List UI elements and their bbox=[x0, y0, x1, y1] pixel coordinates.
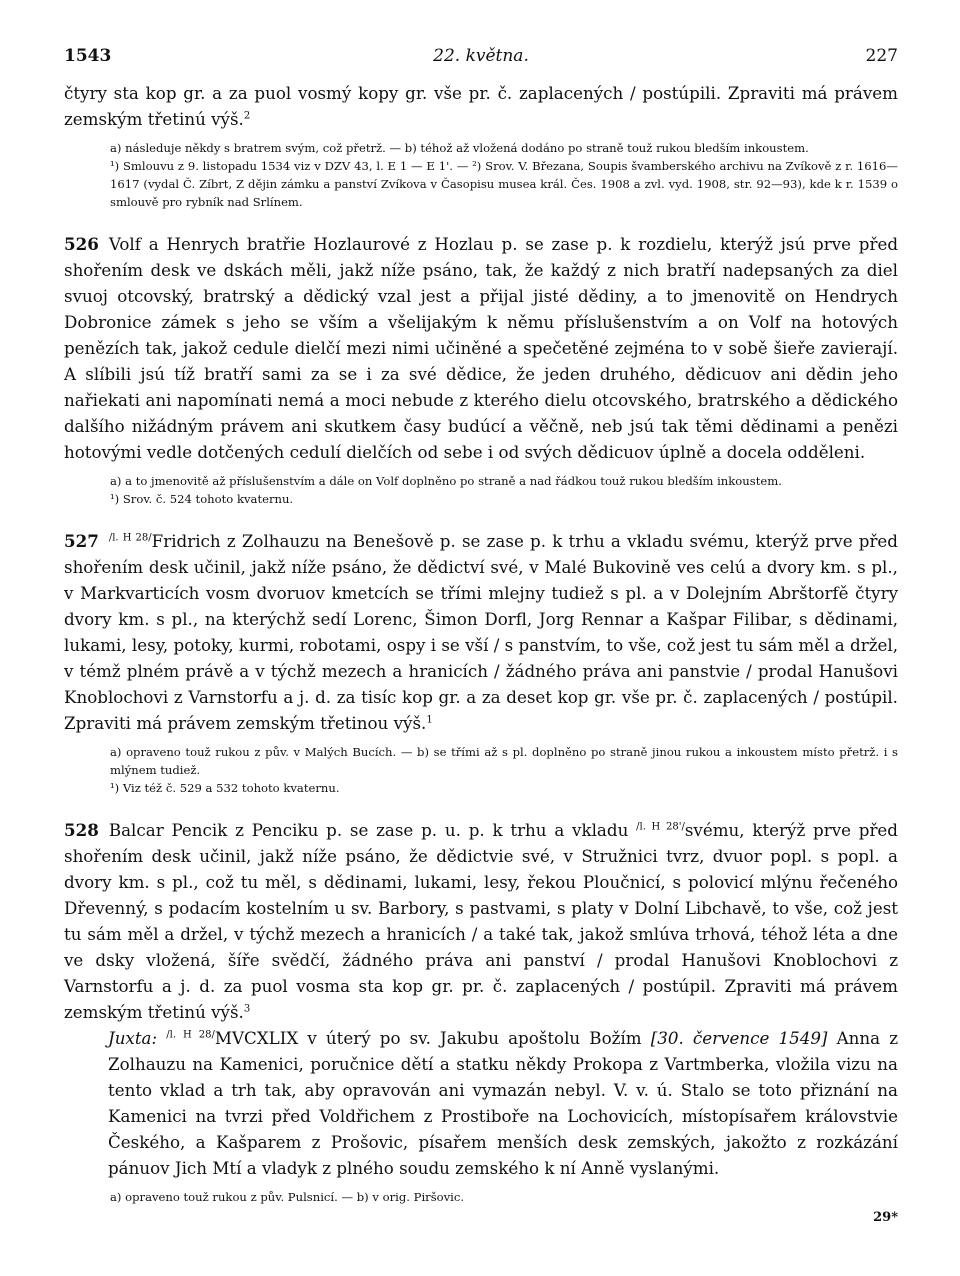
page-header bbox=[64, 46, 898, 80]
folio-marker: /l. H 28'/ bbox=[636, 821, 685, 833]
entry-number: 527 bbox=[64, 531, 99, 551]
entry-528-note-a: a) opraveno touž rukou z pův. Pulsnicí. — b) v orig. Piršovic. bbox=[110, 1190, 465, 1204]
entry-526-note-1: ¹) Srov. č. 524 tohoto kvaternu. bbox=[110, 492, 294, 506]
folio-marker: /l. H 28/ bbox=[166, 1029, 215, 1041]
entry-526-note-a: a) a to jmenovitě až příslušenstvím a dále on Volf doplněno po straně a nad řádkou touž rukou bledším inkoustem. bbox=[110, 474, 782, 488]
intro-footnote-ref: 2 bbox=[243, 110, 251, 122]
entry-text-b: svému, kterýž prve před shořením desk učinil, jakž níže psáno, že dědictvie své, v Stružnici tvrz, dvuor popl. s popl. a dvory km. s pl., což tu měl, s dědinami, lukami, lesy, řekou Ploučnicí, s polovicí mlýnu řečeného Dřevenný, s podacím kostelním u sv. Barbory, s pastvami, s platy v Dolní Libchavě, to vše, což jest tu sám měl a držel, v týchž mezech a hranicích / a také tak, jakož smlúva trhová, téhož léta a dne ve dsky vložená, šíře svědčí, žádného práva ani panství / prodal Hanušovi Knoblochovi z Varnstorfu a j. d. za puol vosma sta kop gr. pr. č. zaplacených / postúpil. Zpraviti má právem zemským třetinú výš. bbox=[64, 820, 898, 1022]
juxta-date-editorial: [30. července 1549] bbox=[650, 1028, 828, 1048]
entry-527 bbox=[64, 528, 898, 736]
intro-note-1: ¹) Smlouvu z 9. listopadu 1534 viz v DZV 43, l. E 1 — E 1'. — ²) Srov. V. Březana, Soupis švamberského archivu na Zvíkově z r. 1616—1617 (vydal Č. Zíbrt, Z dějin zámku a panství Zvíkova v Časopisu musea král. Čes. 1908 a zvl. vyd. 1908, str. 92—93), kde k r. 1539 o smlouvě pro rybník nad Srlínem. bbox=[110, 159, 898, 209]
juxta-year: MVCXLIX bbox=[214, 1028, 299, 1048]
entry-text: Volf a Henrych bratřie Hozlaurové z Hozlau p. se zase p. k rozdielu, kterýž jsú prve před shořením desk ve dskách měli, jakž níže psáno, tak, že každý z nich bratří nadepsaných za diel svuoj otcovský, bratrský a dědický vzal jest a přijal jisté dědiny, a to jmenovitě on Hendrych Dobronice zámek s jeho se vším a všelijakým k němu příslušenstvím a on Volf na hotových penězích tak, jakož cedule dielčí mezi nimi učiněné a spečetěné zejména to v sobě šieře zavierají. A slíbili jsú tíž bratří sami za se i za své dědice, že jeden druhého, dědicuov ani dědin jeho nařiekati ani napomínati nemá a moci nebude z kterého dielu otcovského, bratrského a dědického dalšího nižádným právem ani skutkem časy budúcí a věčně, neb jsú tak těmi dědinami a penězi hotovými vedle dotčených cedulí dielčích od sebe i od svých dědicuov úplně a docela odděleni. bbox=[64, 234, 898, 462]
juxta-date: v úterý po sv. Jakubu apoštolu Božím bbox=[307, 1028, 642, 1048]
entry-526 bbox=[64, 231, 898, 465]
running-title: 22. května. bbox=[433, 46, 529, 66]
intro-text: čtyry sta kop gr. a za puol vosmý kopy gr. vše pr. č. zaplacených / postúpili. Zpraviti má právem zemským třetinú výš. bbox=[64, 83, 898, 129]
juxta-text: Anna z Zolhauzu na Kamenici, poručnice dětí a statku někdy Prokopa z Vartmberka, vložila vizu na tento vklad a trh tak, aby opravován ani vymazán nebyl. V. v. ú. Stalo se toto přiznání na Kamenici na tvrzi před Voldřichem z Prostiboře na Lochovicích, místopísařem královstvie Českého, a Kašparem z Prošovic, písařem menších desk zemských, jakožto z rozkázání pánuov Jich Mtí a vladyk z plného soudu zemského k ní Anně vyslanými. bbox=[108, 1028, 898, 1178]
footnote-ref: 3 bbox=[243, 1003, 251, 1015]
entry-527-note-1: ¹) Viz též č. 529 a 532 tohoto kvaternu. bbox=[110, 781, 340, 795]
entry-527-note-a: a) opraveno touž rukou z pův. v Malých Bucích. — b) se třími až s pl. doplněno po straně jinou rukou a inkoustem místo přetrž. i s mlýnem tudiež. bbox=[110, 745, 898, 777]
juxta-paragraph bbox=[64, 1025, 898, 1181]
folio-marker: /l. H 28/ bbox=[108, 532, 152, 544]
signature-mark: 29* bbox=[873, 1210, 898, 1225]
entry-text: Fridrich z Zolhauzu na Benešově p. se zase p. k trhu a vkladu svému, kterýž prve před shořením desk učinil, jakž níže psáno, že dědictví své, v Malé Bukovině ves celú a dvory km. s pl., v Markvarticích vosm dvoruov kmetcích se třími mlejny tudiež s pl. a v Dolejním Abrštorfě čtyry dvory km. s pl., na kterýchž sedí Lorenc, Šimon Dorfl, Jorg Rennar a Kašpar Filibar, s dědinami, lukami, lesy, potoky, kurmi, robotami, ospy i se vší / s panstvím, to vše, což jest tu sám měl a držel, v témž plném právě a v týchž mezech a hranicích / žádného práva ani panstvie / prodal Hanušovi Knoblochovi z Varnstorfu a j. d. za tisíc kop gr. a za deset kop gr. vše pr. č. zaplacených / postúpil. Zpraviti má právem zemským třetinou výš. bbox=[64, 531, 898, 733]
entry-number: 526 bbox=[64, 234, 99, 254]
intro-paragraph bbox=[64, 80, 898, 132]
intro-note-a: a) následuje někdy s bratrem svým, což přetrž. — b) téhož až vložená dodáno po straně touž rukou bledším inkoustem. bbox=[110, 141, 809, 155]
footnote-ref: 1 bbox=[426, 714, 433, 726]
page-number-right: 227 bbox=[865, 46, 898, 66]
page-number-left: 1543 bbox=[64, 46, 112, 66]
entry-text-a: Balcar Pencik z Penciku p. se zase p. u. p. k trhu a vkladu bbox=[108, 820, 629, 840]
juxta-label: Juxta: bbox=[108, 1028, 158, 1048]
entry-number: 528 bbox=[64, 820, 99, 840]
entry-528 bbox=[64, 817, 898, 1025]
